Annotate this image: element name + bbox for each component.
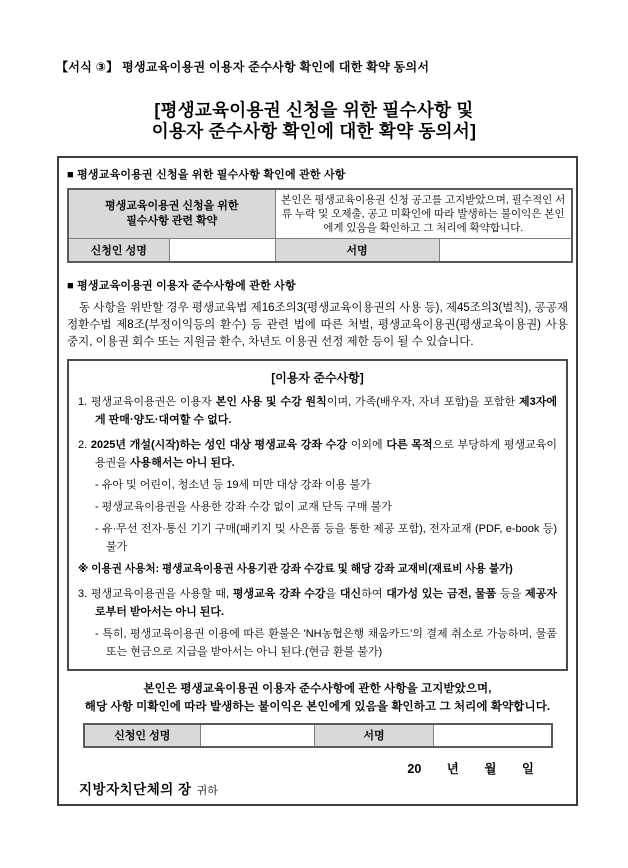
- date-year-prefix: 20: [407, 761, 422, 776]
- document-body-box: [57, 156, 578, 806]
- signature-label-2: 서명: [315, 724, 434, 747]
- form-label: 【서식 ③】 평생교육이용권 이용자 준수사항 확인에 대한 확약 동의서: [56, 60, 430, 74]
- signature-label: 서명: [275, 239, 439, 262]
- page-title: [0, 100, 628, 142]
- rule-item-1: 1. 평생교육이용권은 이용자 본인 사용 및 수강 원칙이며, 가족(배우자, 자녀 포함)을 포함한 제3자에게 판매·양도·대여할 수 없다.: [78, 395, 558, 426]
- section1-heading: ■ 평생교육이용권 신청을 위한 필수사항 확인에 관한 사항: [67, 169, 346, 181]
- page-title-line2: 이용자 준수사항 확인에 대한 확약 동의서]: [151, 121, 477, 141]
- closing-statement: [67, 680, 568, 716]
- pledge-table: [67, 188, 573, 263]
- date-month-label: 월: [484, 761, 497, 776]
- closing-statement-line1: 본인은 평생교육이용권 이용자 준수사항에 관한 사항을 고지받았으며,: [143, 682, 492, 695]
- rule-item-2: 2. 2025년 개설(시작)하는 성인 대상 평생교육 강좌 수강 이외에 다른 목적으로 부당하게 평생교육이용권을 사용해서는 아니 된다.: [78, 438, 558, 469]
- user-rules-box: [67, 359, 568, 671]
- section2-heading: ■ 평생교육이용권 이용자 준수사항에 관한 사항: [67, 279, 296, 292]
- pledge-title-line1: 평생교육이용권 신청을 위한: [104, 200, 239, 212]
- applicant-name-field-2[interactable]: [201, 724, 315, 747]
- rule-2-subitem-2: - 평생교육이용권을 사용한 강좌 수강 없이 교재 단독 구매 불가: [95, 500, 392, 513]
- violation-intro-paragraph: 동 사항을 위반할 경우 평생교육법 제16조의3(평생교육이용권의 사용 등), 제45조의3(벌칙), 공공재정환수법 제8조(부정이익등의 환수) 등 관련 법에 따른 처벌, 평생교육이용권(평생교육이용권) 사용 중지, 이용권 회수 또는 지원금 환수, 차년도 이용권 선정 제한 등이 될 수 있습니다.: [67, 301, 568, 348]
- rule-2-subitem-1: - 유아 및 어린이, 청소년 등 19세 미만 대상 강좌 이용 불가: [95, 478, 371, 491]
- recipient-suffix: 귀하: [196, 784, 218, 797]
- rules-box-title: [이용자 준수사항]: [271, 370, 364, 385]
- date-day-label: 일: [521, 761, 534, 776]
- page-title-line1: [평생교육이용권 신청을 위한 필수사항 및: [154, 100, 474, 120]
- signature-table: [83, 723, 553, 748]
- pledge-statement-cell: 본인은 평생교육이용권 신청 공고를 고지받았으며, 필수적인 서류 누락 및 오제출, 공고 미확인에 따라 발생하는 불이익은 본인에게 있음을 확인하고 그 처리에 확약합니다.: [275, 189, 572, 239]
- recipient-line: [67, 778, 568, 798]
- date-year-label: 년: [446, 761, 459, 776]
- voucher-usage-note: ※ 이용권 사용처: 평생교육이용권 사용기관 강좌 수강료 및 해당 강좌 교재비(재료비 사용 불가): [78, 562, 513, 575]
- rule-3-subitem-1: - 특히, 평생교육이용권 이용에 따른 환불은 'NH농협은행 채움카드'의 결제 취소로 가능하며, 물품 또는 현금으로 지급을 받아서는 아니 된다.(현금 환불 불가): [95, 627, 557, 658]
- signature-field[interactable]: [439, 239, 572, 262]
- pledge-title-cell: [68, 189, 275, 239]
- rule-item-3: 3. 평생교육이용권을 사용할 때, 평생교육 강좌 수강을 대신하여 대가성 있는 금전, 물품 등을 제공자로부터 받아서는 아니 된다.: [78, 587, 558, 618]
- applicant-name-label-2: 신청인 성명: [84, 724, 201, 747]
- signature-field-2[interactable]: [434, 724, 552, 747]
- date-line: [67, 759, 568, 777]
- pledge-title-line2: 필수사항 관련 확약: [126, 215, 218, 227]
- recipient-name: 지방자치단체의 장: [79, 781, 192, 797]
- applicant-name-field[interactable]: [169, 239, 275, 262]
- applicant-name-label: 신청인 성명: [68, 239, 169, 262]
- rule-2-subitem-3: - 유·무선 전자·통신 기기 구매(패키지 및 사은품 등을 통한 제공 포함), 전자교재 (PDF, e-book 등) 불가: [95, 522, 557, 553]
- closing-statement-line2: 해당 사항 미확인에 따라 발생하는 불이익은 본인에게 있음을 확인하고 그 처리에 확약합니다.: [84, 700, 551, 713]
